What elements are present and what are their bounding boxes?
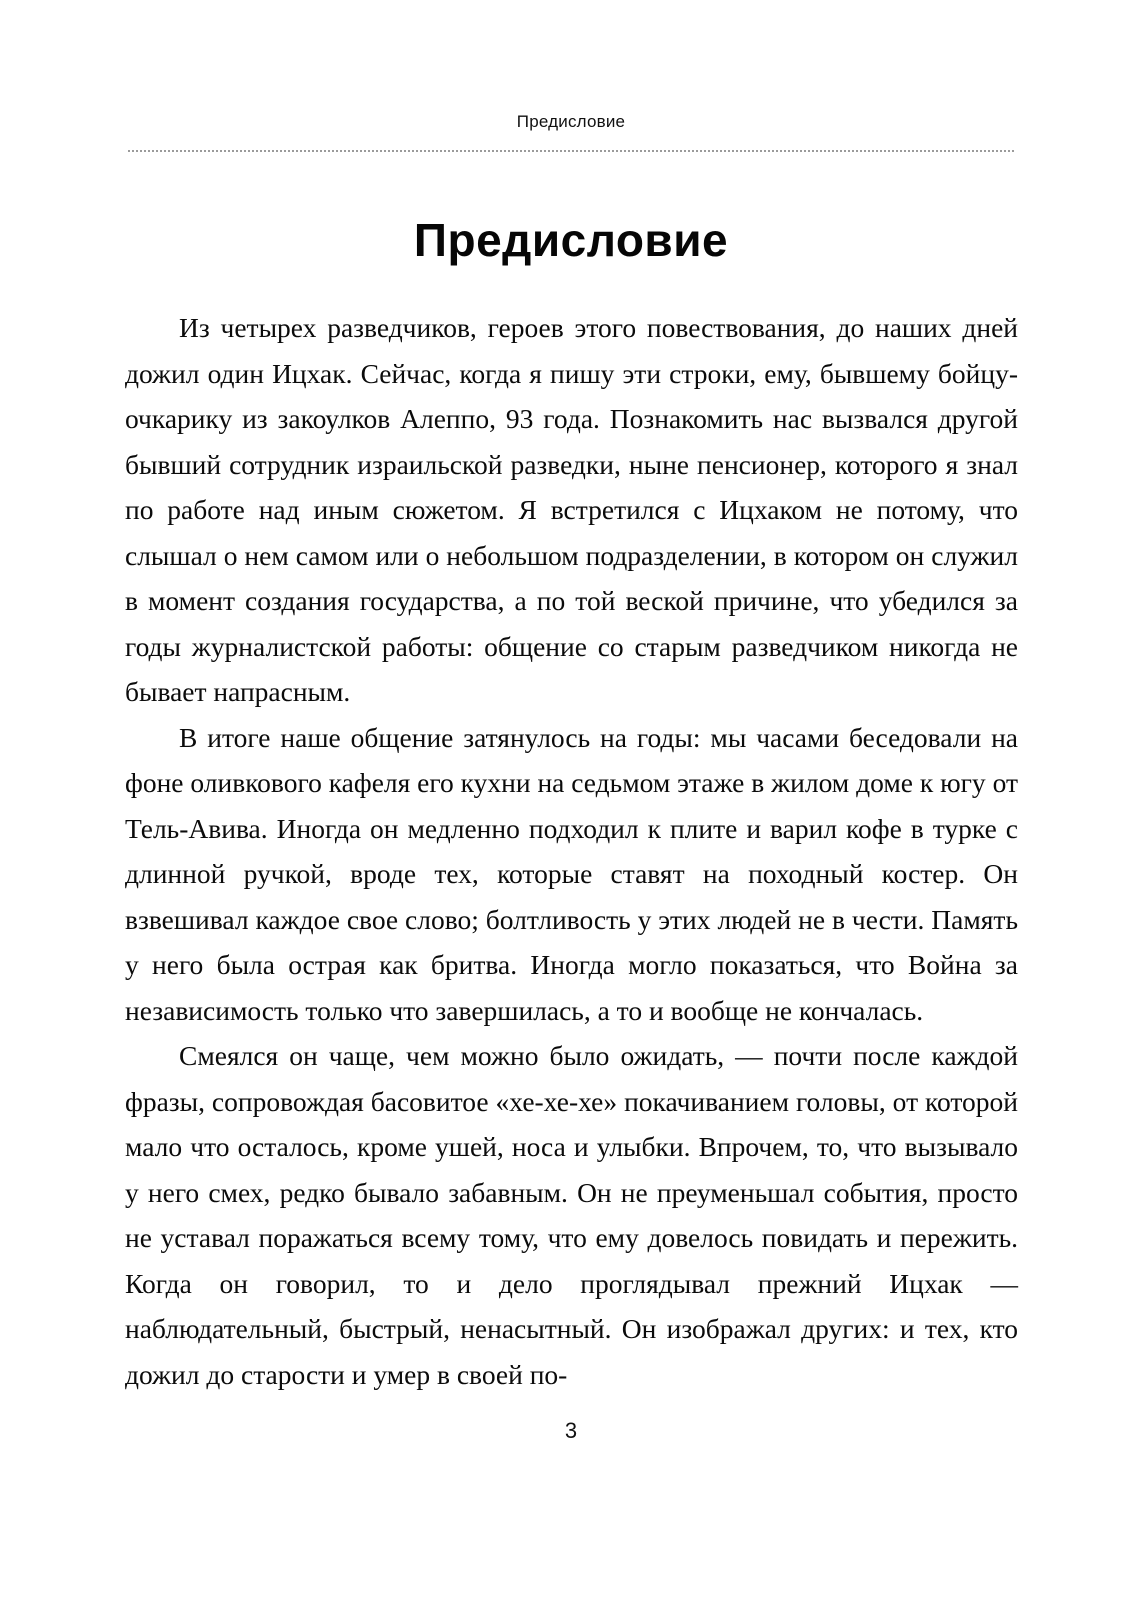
header-divider bbox=[128, 150, 1014, 154]
paragraph: Из четырех разведчиков, героев этого повествования, до наших дней дожил один Ицхак. Сейчас, когда я пишу эти строки, ему, бывшему бойцу-очкарику из закоулков Алеппо, 93 года. Познакомить нас вызвался другой бывший сотрудник израильской разведки, ныне пенсионер, которого я знал по работе над иным сюжетом. Я встретился с Ицхаком не потому, что слышал о нем самом или о небольшом подразделении, в котором он служил в момент создания государства, а по той веской причине, что убедился за годы журналистской работы: общение со старым разведчиком никогда не бывает напрасным. bbox=[125, 312, 1018, 707]
body-text bbox=[125, 305, 1018, 1397]
page-title: Предисловие bbox=[413, 213, 729, 266]
page-number: 3 bbox=[564, 1418, 578, 1443]
running-head: Предисловие bbox=[516, 112, 626, 131]
paragraph: В итоге наше общение затянулось на годы: мы часами беседовали на фоне оливкового кафеля его кухни на седьмом этаже в жилом доме к югу от Тель-Авива. Иногда он медленно подходил к плите и варил кофе в турке с длинной ручкой, вроде тех, которые ставят на походный костер. Он взвешивал каждое свое слово; болтливость у этих людей не в чести. Память у него была острая как бритва. Иногда могло показаться, что Война за независимость только что завершилась, а то и вообще не кончалась. bbox=[125, 721, 1018, 1026]
paragraph: Смеялся он чаще, чем можно было ожидать, — почти после каждой фразы, сопровождая басовитое «хе-хе-хе» покачиванием головы, от которой мало что осталось, кроме ушей, носа и улыбки. Впрочем, то, что вызывало у него смех, редко бывало забавным. Он не преуменьшал события, просто не уставал поражаться всему тому, что ему довелось повидать и пережить. Когда он говорил, то и дело проглядывал прежний Ицхак — наблюдательный, быстрый, ненасытный. Он изображал других: и тех, кто дожил до старости и умер в своей по- bbox=[125, 1040, 1018, 1390]
